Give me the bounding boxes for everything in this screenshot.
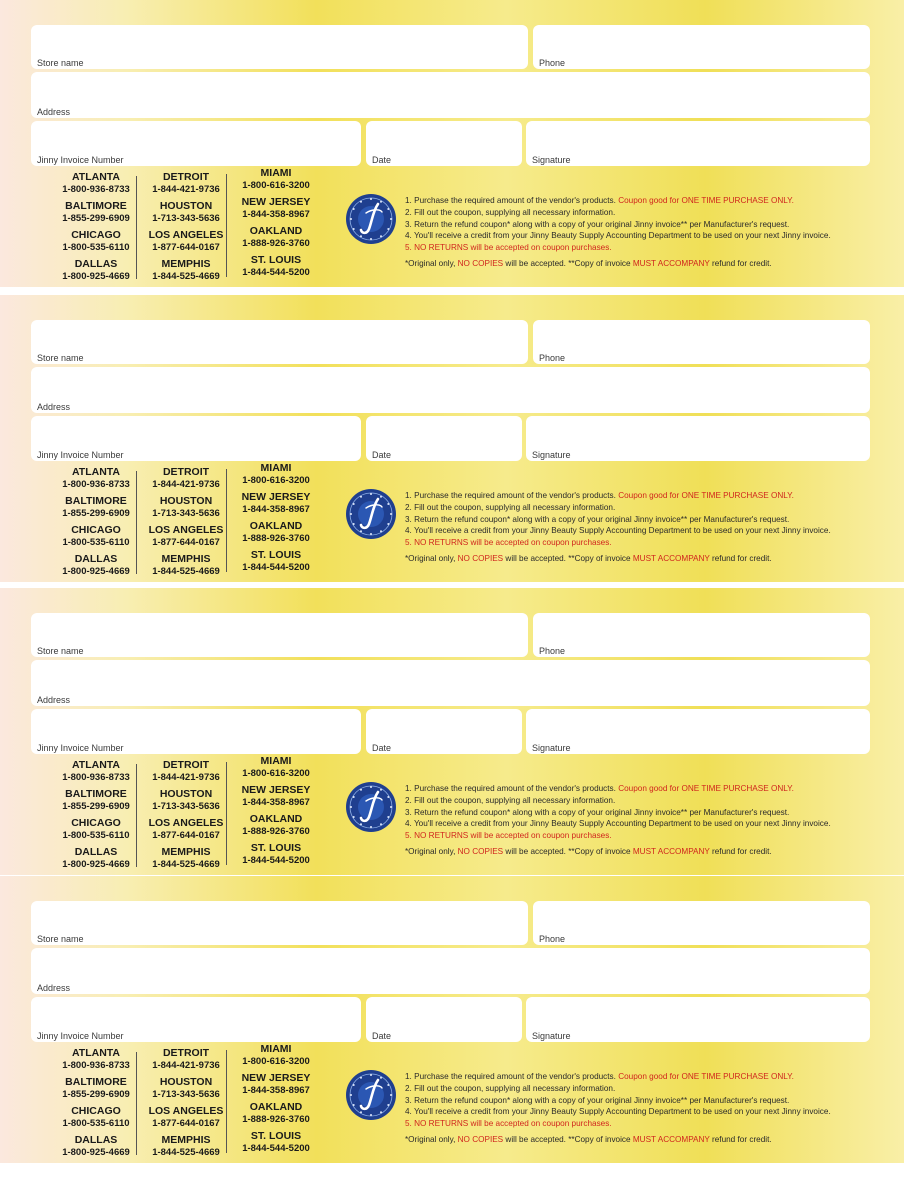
branch-name: DETROIT	[162, 171, 210, 183]
branch-phone: 1-800-925-4669	[62, 1147, 130, 1158]
instruction-step: 3. Return the refund coupon* along with a copy of your original Jinny invoice** per Manufacturer's request.	[405, 1095, 790, 1105]
instruction-step: 4. You'll receive a credit from your Jinny Beauty Supply Accounting Department to be used on your next Jinny invoice.	[405, 231, 831, 241]
branch-phone: 1-800-936-8733	[62, 772, 130, 783]
column-divider	[226, 762, 227, 865]
instruction-step: 5. NO RETURNS will be accepted on coupon purchases.	[405, 831, 612, 841]
date-label: Date	[372, 1031, 392, 1041]
fine-print-warning: NO COPIES	[457, 1134, 504, 1144]
branch-name: LOS ANGELES	[148, 1105, 224, 1117]
branch-phone: 1-855-299-6909	[62, 801, 130, 812]
branch-name: LOS ANGELES	[148, 817, 224, 829]
branch-entry	[48, 1134, 144, 1163]
instruction-step: 4. You'll receive a credit from your Jinny Beauty Supply Accounting Department to be used on your next Jinny invoice.	[405, 526, 831, 536]
store-name-label: Store name	[37, 646, 84, 656]
store-name-field[interactable]	[31, 613, 528, 657]
branch-name: DALLAS	[74, 553, 118, 565]
phone-label: Phone	[539, 353, 566, 363]
instruction-step	[405, 1071, 895, 1083]
branch-name: CHICAGO	[71, 1105, 121, 1117]
branch-name: ST. LOUIS	[250, 254, 302, 266]
branch-entry	[138, 200, 234, 229]
instructions	[405, 490, 895, 563]
address-field[interactable]	[31, 72, 870, 118]
fine-print-warning: NO COPIES	[457, 846, 504, 856]
branch-name: BALTIMORE	[65, 495, 127, 507]
branch-phone: 1-800-535-6110	[62, 537, 130, 548]
branch-entry	[48, 200, 144, 229]
branch-name: CHICAGO	[71, 817, 121, 829]
branch-entry	[48, 258, 144, 287]
branch-entry	[228, 842, 324, 871]
fine-print-text: will be accepted. **Copy of invoice	[503, 553, 633, 563]
invoice-number-field[interactable]	[31, 121, 361, 166]
branch-entry	[228, 520, 324, 549]
branch-phone: 1-800-535-6110	[62, 830, 130, 841]
branch-name: NEW JERSEY	[241, 1072, 311, 1084]
fine-print	[405, 1135, 895, 1144]
branch-entry	[138, 759, 234, 788]
date-label: Date	[372, 743, 392, 753]
fine-print-text: refund for credit.	[709, 1134, 772, 1144]
branch-name: HOUSTON	[159, 495, 213, 507]
branch-name: MEMPHIS	[161, 553, 211, 565]
phone-field[interactable]	[533, 320, 870, 364]
fine-print	[405, 259, 895, 268]
branch-column	[228, 1043, 324, 1159]
branch-phone: 1-855-299-6909	[62, 213, 130, 224]
jinny-seal-icon	[345, 488, 397, 540]
invoice-number-field[interactable]	[31, 997, 361, 1042]
branch-phone: 1-844-525-4669	[152, 566, 220, 577]
branch-name: ST. LOUIS	[250, 549, 302, 561]
column-divider	[136, 764, 137, 867]
branch-entry	[48, 229, 144, 258]
branch-phone: 1-800-925-4669	[62, 859, 130, 870]
instruction-step: 5. NO RETURNS will be accepted on coupon purchases.	[405, 1119, 612, 1129]
store-name-label: Store name	[37, 353, 84, 363]
invoice-number-label: Jinny Invoice Number	[37, 1031, 124, 1041]
invoice-number-label: Jinny Invoice Number	[37, 155, 124, 165]
fine-print-text: refund for credit.	[709, 258, 772, 268]
branch-name: NEW JERSEY	[241, 196, 311, 208]
signature-label: Signature	[532, 155, 571, 165]
phone-field[interactable]	[533, 25, 870, 69]
date-field[interactable]	[366, 121, 522, 166]
refund-coupon	[0, 295, 904, 582]
branch-name: ST. LOUIS	[250, 1130, 302, 1142]
fine-print	[405, 554, 895, 563]
branch-phone: 1-844-358-8967	[242, 504, 310, 515]
branch-name: CHICAGO	[71, 229, 121, 241]
phone-field[interactable]	[533, 613, 870, 657]
instruction-warning: Coupon good for ONE TIME PURCHASE ONLY.	[618, 1072, 794, 1081]
branch-phone: 1-888-926-3760	[242, 826, 310, 837]
fine-print-text: refund for credit.	[709, 553, 772, 563]
signature-field[interactable]	[526, 997, 870, 1042]
branch-name: NEW JERSEY	[241, 491, 311, 503]
fine-print-text: *Original only,	[405, 846, 458, 856]
fine-print-warning: MUST ACCOMPANY	[632, 258, 710, 268]
branch-name: DETROIT	[162, 466, 210, 478]
branch-phone: 1-844-525-4669	[152, 271, 220, 282]
branch-phone: 1-844-544-5200	[242, 855, 310, 866]
instruction-step	[405, 490, 895, 502]
branch-entry	[138, 846, 234, 875]
instruction-step: 5. NO RETURNS will be accepted on coupon purchases.	[405, 243, 612, 253]
branch-phone: 1-713-343-5636	[152, 801, 220, 812]
fine-print-warning: NO COPIES	[457, 553, 504, 563]
fine-print-warning: MUST ACCOMPANY	[632, 553, 710, 563]
instructions	[405, 195, 895, 268]
branch-phone: 1-800-616-3200	[242, 1056, 310, 1067]
branch-entry	[48, 759, 144, 788]
branch-phone: 1-844-544-5200	[242, 1143, 310, 1154]
branch-entry	[138, 258, 234, 287]
signature-field[interactable]	[526, 709, 870, 754]
branch-column	[138, 171, 234, 287]
branch-name: DETROIT	[162, 759, 210, 771]
branch-name: DALLAS	[74, 1134, 118, 1146]
branch-entry	[48, 817, 144, 846]
instruction-warning: Coupon good for ONE TIME PURCHASE ONLY.	[618, 491, 794, 500]
branch-entry	[48, 1076, 144, 1105]
refund-coupon	[0, 588, 904, 875]
fine-print-text: will be accepted. **Copy of invoice	[503, 1134, 633, 1144]
branch-entry	[138, 495, 234, 524]
branch-phone: 1-888-926-3760	[242, 238, 310, 249]
address-label: Address	[37, 402, 71, 412]
fine-print-warning: MUST ACCOMPANY	[632, 846, 710, 856]
branch-name: MIAMI	[260, 1043, 292, 1055]
branch-entry	[138, 466, 234, 495]
branch-phone: 1-800-936-8733	[62, 184, 130, 195]
instruction-text: 1. Purchase the required amount of the vendor's products.	[405, 196, 619, 205]
branch-directory	[48, 462, 328, 582]
invoice-number-label: Jinny Invoice Number	[37, 450, 124, 460]
invoice-number-field[interactable]	[31, 416, 361, 461]
branch-phone: 1-877-644-0167	[152, 537, 220, 548]
branch-name: ATLANTA	[71, 1047, 120, 1059]
branch-column	[228, 462, 324, 578]
branch-entry	[228, 491, 324, 520]
instruction-text: 1. Purchase the required amount of the vendor's products.	[405, 784, 619, 793]
branch-name: ATLANTA	[71, 759, 120, 771]
branch-entry	[228, 167, 324, 196]
branch-entry	[48, 1047, 144, 1076]
branch-column	[48, 1047, 144, 1163]
branch-name: MEMPHIS	[161, 846, 211, 858]
branch-phone: 1-844-525-4669	[152, 1147, 220, 1158]
branch-name: OAKLAND	[249, 520, 303, 532]
branch-entry	[138, 1047, 234, 1076]
date-label: Date	[372, 450, 392, 460]
branch-name: ATLANTA	[71, 171, 120, 183]
branch-phone: 1-800-936-8733	[62, 479, 130, 490]
instruction-step: 3. Return the refund coupon* along with a copy of your original Jinny invoice** per Manufacturer's request.	[405, 514, 790, 524]
branch-name: CHICAGO	[71, 524, 121, 536]
branch-entry	[228, 462, 324, 491]
branch-name: BALTIMORE	[65, 200, 127, 212]
instruction-step: 3. Return the refund coupon* along with a copy of your original Jinny invoice** per Manufacturer's request.	[405, 807, 790, 817]
phone-label: Phone	[539, 934, 566, 944]
address-label: Address	[37, 695, 71, 705]
branch-phone: 1-844-525-4669	[152, 859, 220, 870]
branch-name: LOS ANGELES	[148, 524, 224, 536]
phone-label: Phone	[539, 58, 566, 68]
branch-entry	[48, 553, 144, 582]
branch-entry	[48, 466, 144, 495]
branch-entry	[138, 817, 234, 846]
branch-phone: 1-800-616-3200	[242, 475, 310, 486]
store-name-field[interactable]	[31, 901, 528, 945]
branch-directory	[48, 1043, 328, 1163]
branch-phone: 1-844-358-8967	[242, 797, 310, 808]
branch-name: MEMPHIS	[161, 1134, 211, 1146]
branch-entry	[48, 846, 144, 875]
branch-entry	[138, 788, 234, 817]
branch-phone: 1-844-358-8967	[242, 209, 310, 220]
branch-phone: 1-800-925-4669	[62, 566, 130, 577]
instruction-step: 2. Fill out the coupon, supplying all necessary information.	[405, 1083, 616, 1093]
branch-entry	[228, 813, 324, 842]
fine-print-warning: MUST ACCOMPANY	[632, 1134, 710, 1144]
branch-name: MIAMI	[260, 167, 292, 179]
branch-name: MIAMI	[260, 462, 292, 474]
branch-name: HOUSTON	[159, 788, 213, 800]
date-field[interactable]	[366, 709, 522, 754]
branch-entry	[228, 254, 324, 283]
signature-label: Signature	[532, 450, 571, 460]
branch-column	[48, 466, 144, 582]
branch-entry	[228, 1101, 324, 1130]
signature-field[interactable]	[526, 121, 870, 166]
invoice-number-field[interactable]	[31, 709, 361, 754]
branch-phone: 1-844-421-9736	[152, 479, 220, 490]
instruction-warning: Coupon good for ONE TIME PURCHASE ONLY.	[618, 196, 794, 205]
branch-entry	[138, 1076, 234, 1105]
branch-phone: 1-800-616-3200	[242, 180, 310, 191]
branch-directory	[48, 755, 328, 875]
store-name-label: Store name	[37, 58, 84, 68]
instructions	[405, 1071, 895, 1144]
instruction-step: 2. Fill out the coupon, supplying all necessary information.	[405, 207, 616, 217]
branch-entry	[228, 784, 324, 813]
branch-name: OAKLAND	[249, 1101, 303, 1113]
branch-column	[48, 759, 144, 875]
branch-phone: 1-844-421-9736	[152, 184, 220, 195]
branch-phone: 1-855-299-6909	[62, 1089, 130, 1100]
instruction-step	[405, 783, 895, 795]
store-name-field[interactable]	[31, 320, 528, 364]
branch-phone: 1-877-644-0167	[152, 242, 220, 253]
fine-print-text: *Original only,	[405, 258, 458, 268]
instruction-step: 2. Fill out the coupon, supplying all necessary information.	[405, 502, 616, 512]
fine-print-text: refund for credit.	[709, 846, 772, 856]
address-label: Address	[37, 983, 71, 993]
branch-column	[138, 1047, 234, 1163]
branch-entry	[48, 1105, 144, 1134]
branch-phone: 1-713-343-5636	[152, 1089, 220, 1100]
branch-phone: 1-844-358-8967	[242, 1085, 310, 1096]
branch-phone: 1-844-544-5200	[242, 267, 310, 278]
branch-entry	[138, 524, 234, 553]
branch-entry	[228, 196, 324, 225]
address-label: Address	[37, 107, 71, 117]
branch-name: BALTIMORE	[65, 788, 127, 800]
branch-entry	[138, 171, 234, 200]
branch-phone: 1-800-535-6110	[62, 1118, 130, 1129]
branch-entry	[48, 495, 144, 524]
branch-phone: 1-800-535-6110	[62, 242, 130, 253]
column-divider	[226, 469, 227, 572]
branch-name: DALLAS	[74, 846, 118, 858]
column-divider	[136, 1052, 137, 1155]
branch-name: NEW JERSEY	[241, 784, 311, 796]
branch-name: ST. LOUIS	[250, 842, 302, 854]
fine-print-text: will be accepted. **Copy of invoice	[503, 258, 633, 268]
branch-column	[48, 171, 144, 287]
phone-field[interactable]	[533, 901, 870, 945]
signature-label: Signature	[532, 1031, 571, 1041]
branch-phone: 1-800-616-3200	[242, 768, 310, 779]
branch-phone: 1-844-421-9736	[152, 772, 220, 783]
fine-print-text: *Original only,	[405, 553, 458, 563]
branch-entry	[48, 788, 144, 817]
address-field[interactable]	[31, 948, 870, 994]
instruction-step: 3. Return the refund coupon* along with a copy of your original Jinny invoice** per Manufacturer's request.	[405, 219, 790, 229]
branch-phone: 1-877-644-0167	[152, 830, 220, 841]
instructions	[405, 783, 895, 856]
fine-print	[405, 847, 895, 856]
signature-field[interactable]	[526, 416, 870, 461]
instruction-text: 1. Purchase the required amount of the vendor's products.	[405, 1072, 619, 1081]
branch-phone: 1-877-644-0167	[152, 1118, 220, 1129]
instruction-step: 2. Fill out the coupon, supplying all necessary information.	[405, 795, 616, 805]
store-name-label: Store name	[37, 934, 84, 944]
branch-phone: 1-800-925-4669	[62, 271, 130, 282]
date-field[interactable]	[366, 997, 522, 1042]
branch-name: HOUSTON	[159, 1076, 213, 1088]
branch-name: ATLANTA	[71, 466, 120, 478]
branch-phone: 1-713-343-5636	[152, 213, 220, 224]
branch-phone: 1-713-343-5636	[152, 508, 220, 519]
branch-phone: 1-888-926-3760	[242, 533, 310, 544]
column-divider	[136, 176, 137, 279]
jinny-seal-icon	[345, 1069, 397, 1121]
branch-name: MEMPHIS	[161, 258, 211, 270]
branch-entry	[48, 524, 144, 553]
branch-entry	[138, 1134, 234, 1163]
refund-coupon	[0, 876, 904, 1163]
branch-phone: 1-855-299-6909	[62, 508, 130, 519]
date-label: Date	[372, 155, 392, 165]
branch-name: MIAMI	[260, 755, 292, 767]
branch-name: OAKLAND	[249, 225, 303, 237]
branch-name: HOUSTON	[159, 200, 213, 212]
fine-print-warning: NO COPIES	[457, 258, 504, 268]
branch-name: LOS ANGELES	[148, 229, 224, 241]
address-field[interactable]	[31, 660, 870, 706]
branch-column	[228, 167, 324, 283]
branch-name: DALLAS	[74, 258, 118, 270]
date-field[interactable]	[366, 416, 522, 461]
branch-entry	[48, 171, 144, 200]
instruction-warning: Coupon good for ONE TIME PURCHASE ONLY.	[618, 784, 794, 793]
phone-label: Phone	[539, 646, 566, 656]
branch-entry	[138, 1105, 234, 1134]
column-divider	[226, 1050, 227, 1153]
refund-coupon	[0, 0, 904, 287]
branch-entry	[228, 1072, 324, 1101]
fine-print-text: *Original only,	[405, 1134, 458, 1144]
instruction-step: 5. NO RETURNS will be accepted on coupon purchases.	[405, 538, 612, 548]
branch-phone: 1-888-926-3760	[242, 1114, 310, 1125]
branch-entry	[138, 229, 234, 258]
branch-entry	[138, 553, 234, 582]
branch-phone: 1-844-544-5200	[242, 562, 310, 573]
jinny-seal-icon	[345, 193, 397, 245]
branch-entry	[228, 549, 324, 578]
branch-entry	[228, 225, 324, 254]
address-field[interactable]	[31, 367, 870, 413]
column-divider	[136, 471, 137, 574]
instruction-step: 4. You'll receive a credit from your Jinny Beauty Supply Accounting Department to be used on your next Jinny invoice.	[405, 819, 831, 829]
branch-name: DETROIT	[162, 1047, 210, 1059]
column-divider	[226, 174, 227, 277]
branch-name: OAKLAND	[249, 813, 303, 825]
branch-entry	[228, 1043, 324, 1072]
instruction-step	[405, 195, 895, 207]
instruction-step: 4. You'll receive a credit from your Jinny Beauty Supply Accounting Department to be used on your next Jinny invoice.	[405, 1107, 831, 1117]
branch-directory	[48, 167, 328, 287]
jinny-seal-icon	[345, 781, 397, 833]
fine-print-text: will be accepted. **Copy of invoice	[503, 846, 633, 856]
branch-column	[138, 466, 234, 582]
invoice-number-label: Jinny Invoice Number	[37, 743, 124, 753]
branch-entry	[228, 755, 324, 784]
branch-column	[228, 755, 324, 871]
branch-name: BALTIMORE	[65, 1076, 127, 1088]
store-name-field[interactable]	[31, 25, 528, 69]
branch-column	[138, 759, 234, 875]
branch-phone: 1-800-936-8733	[62, 1060, 130, 1071]
instruction-text: 1. Purchase the required amount of the vendor's products.	[405, 491, 619, 500]
branch-entry	[228, 1130, 324, 1159]
signature-label: Signature	[532, 743, 571, 753]
branch-phone: 1-844-421-9736	[152, 1060, 220, 1071]
